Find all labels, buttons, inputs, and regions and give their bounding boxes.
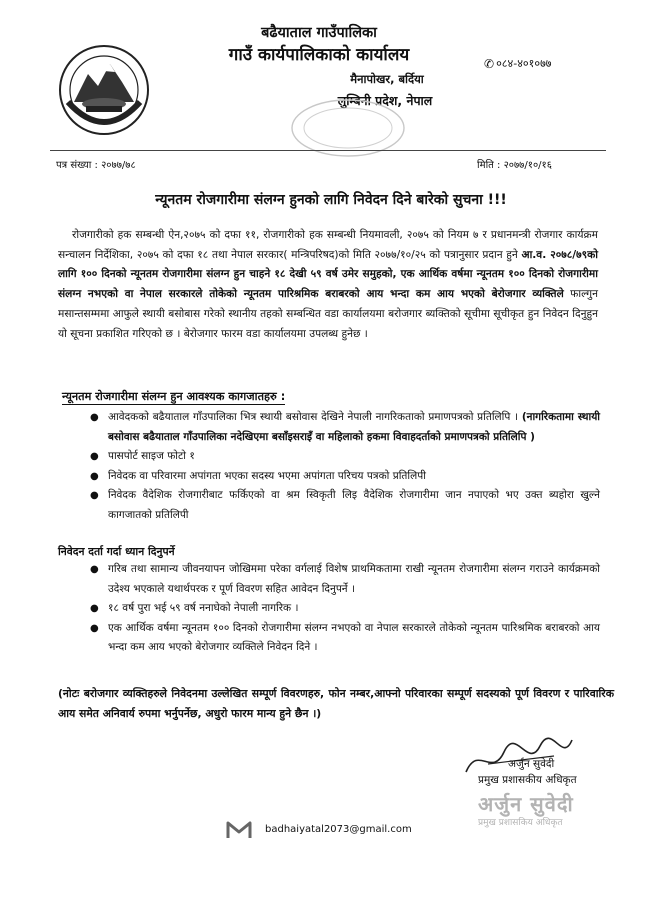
name-stamp: अर्जुन सुवेदी	[478, 792, 574, 816]
list-item	[80, 619, 600, 658]
letter-date: मिति : २०७७/१०/१६	[477, 160, 552, 171]
attention-item-text: १८ वर्ष पुरा भई ५९ वर्ष ननाघेको नेपाली नागरिक ।	[108, 602, 299, 614]
document-item-bold: (नागरिकतामा स्थायी बसोवास बढैयाताल गाँउपालिका नदेखिएमा बसाँइसराइँ वा महिलाको हकमा विवाहदर्ताको प्रमाणपत्रको प्रतिलिपि )	[108, 411, 601, 443]
documents-heading: न्यूनतम रोजगारीमा संलग्न हुन आवश्यक कागजातहरु :	[62, 390, 286, 403]
list-item	[80, 467, 600, 487]
document-item-text: पासपोर्ट साइज फोटो १	[108, 450, 195, 462]
document-item-text: निवेदक वा परिवारमा अपांगता भएका सदस्य भएमा अपांगता परिचय पत्रको प्रतिलिपी	[108, 469, 426, 482]
list-item	[80, 560, 600, 599]
office-province: लुम्बिनी प्रदेश, नेपाल	[337, 93, 433, 108]
phone-contact	[484, 56, 552, 71]
bullet-icon: ●	[90, 412, 99, 423]
notice-title: न्यूनतम रोजगारीमा संलग्न हुनको लागि निवेदन दिने बारेको सुचना !!!	[155, 192, 507, 208]
intro-text-1: रोजगारीको हक सम्बन्धी ऐन,२०७५ को दफा ११, रोजगारीको हक सम्बन्धी नियमावली, २०७५ को नियम ७ र प्रधानमन्त्री रोजगार कार्यक्रम सन्चालन निर्देशिका, २०७५ को दफा १८ तथा नेपाल सरकार( मन्त्रिपरिषद)को मिति २०७७/१०/२५ को पत्रानुसार प्रदान हुने	[58, 229, 598, 261]
bullet-icon: ●	[90, 451, 99, 462]
signatory-name: अर्जुन सुवेदी	[508, 758, 555, 770]
phone-icon: ✆	[484, 56, 495, 71]
phone-number: ०८४-४०१०७७	[496, 57, 552, 70]
header-divider	[50, 150, 606, 151]
attention-item-text: एक आर्थिक वर्षमा न्यूनतम १०० दिनको रोजगारीमा संलग्न नभएको वा नेपाल सरकारले तोकेको न्यूनतम पारिश्रमिक बराबरको आय भन्दा कम आय भएको बेरोजगार व्यक्तिले निवेदन दिने ।	[108, 621, 600, 653]
bullet-icon: ●	[90, 622, 99, 634]
list-item	[80, 599, 600, 619]
mail-icon	[226, 820, 252, 840]
note-paragraph: (नोटः बरोजगार व्यक्तिहरुले निवेदनमा उल्लेखित सम्पूर्ण विवरणहरु, फोन नम्बर,आफ्नो परिवारका सम्पूर्ण सदस्यको पूर्ण विवरण र पारिवारिक आय समेत अनिवार्य रुपमा भर्नुपर्नेछ, अधुरो फारम मान्य हुने छैन ।)	[58, 687, 614, 720]
intro-paragraph	[58, 226, 598, 344]
bullet-icon: ●	[90, 490, 99, 501]
attention-item-text: गरिब तथा सामान्य जीवनयापन जोखिममा परेका वर्गलाई विशेष प्राथमिकतामा राखी न्यूनतम रोजगारीमा संलग्न गराउने कार्यक्रमको उदेश्य भएकाले यथार्थपरक र पूर्ण विवरण सहित आवेदन दिनुपर्ने ।	[108, 563, 600, 595]
municipality-name: बढैयाताल गाउँपालिका	[261, 25, 377, 41]
attention-list	[80, 560, 600, 658]
bullet-icon: ●	[90, 564, 99, 575]
intro-text-bold: आ.व. २०७८/७९को लागि १०० दिनको न्यूनतम रोजगारीमा संलग्न हुन चाहने १८ देखी ५९ वर्ष उमेर समुहको, एक आर्थिक वर्षमा न्यूनतम १०० दिनको रोजगारीमा संलग्न नभएको वा नेपाल सरकारले तोकेको न्यूनतम पारिश्रमिक बराबरको आय भन्दा कम आय भएको बेरोजगार व्यक्तिले	[58, 248, 599, 301]
bullet-icon: ●	[90, 470, 99, 482]
intro-text-2: फाल्गुन मसान्तसम्ममा आफुले स्थायी बसोबास गरेको स्थानीय तहको सम्बन्धित वडा कार्यालयमा बरोजगार ब्यक्तिको सूचीमा सूचीकृत हुन निवेदन दिनुहुन यो सूचना प्रकाशित गरिएको छ । बेरोजगार फारम वडा कार्यालयमा उपलब्ध हुनेछ ।	[58, 288, 598, 340]
office-name: गाउँ कार्यपालिकाको कार्यालय	[228, 45, 410, 65]
attention-heading: निवेदन दर्ता गर्दा ध्यान दिनुपर्ने	[58, 545, 175, 558]
document-item-text: आवेदकको बढैयाताल गाँउपालिका भित्र स्थायी बसोवास देखिने नेपाली नागरिकताको प्रमाणपत्रको प्रतिलिपि ।	[108, 411, 522, 423]
footer-email: badhaiyatal2073@gmail.com	[265, 824, 412, 835]
list-item	[80, 447, 600, 467]
signatory-title: प्रमुख प्रशासकीय अधिकृत	[478, 774, 577, 786]
list-item	[80, 408, 600, 447]
name-stamp-title: प्रमुख प्रशासकिय अधिकृत	[478, 818, 563, 828]
documents-list	[80, 408, 600, 525]
bullet-icon: ●	[90, 603, 99, 614]
letter-reference-number: पत्र संख्या : २०७७/७८	[56, 160, 136, 171]
list-item	[80, 486, 600, 525]
document-item-text: निवेदक वैदेशिक रोजगारीबाट फर्किएको वा श्रम स्विकृती लिइ वैदेशिक रोजगारीमा जान नपाएको भए उक्त ब्यहोरा खुल्ने कागजातको प्रतिलिपी	[108, 489, 600, 521]
office-location: मैनापोखर, बर्दिया	[350, 72, 424, 86]
